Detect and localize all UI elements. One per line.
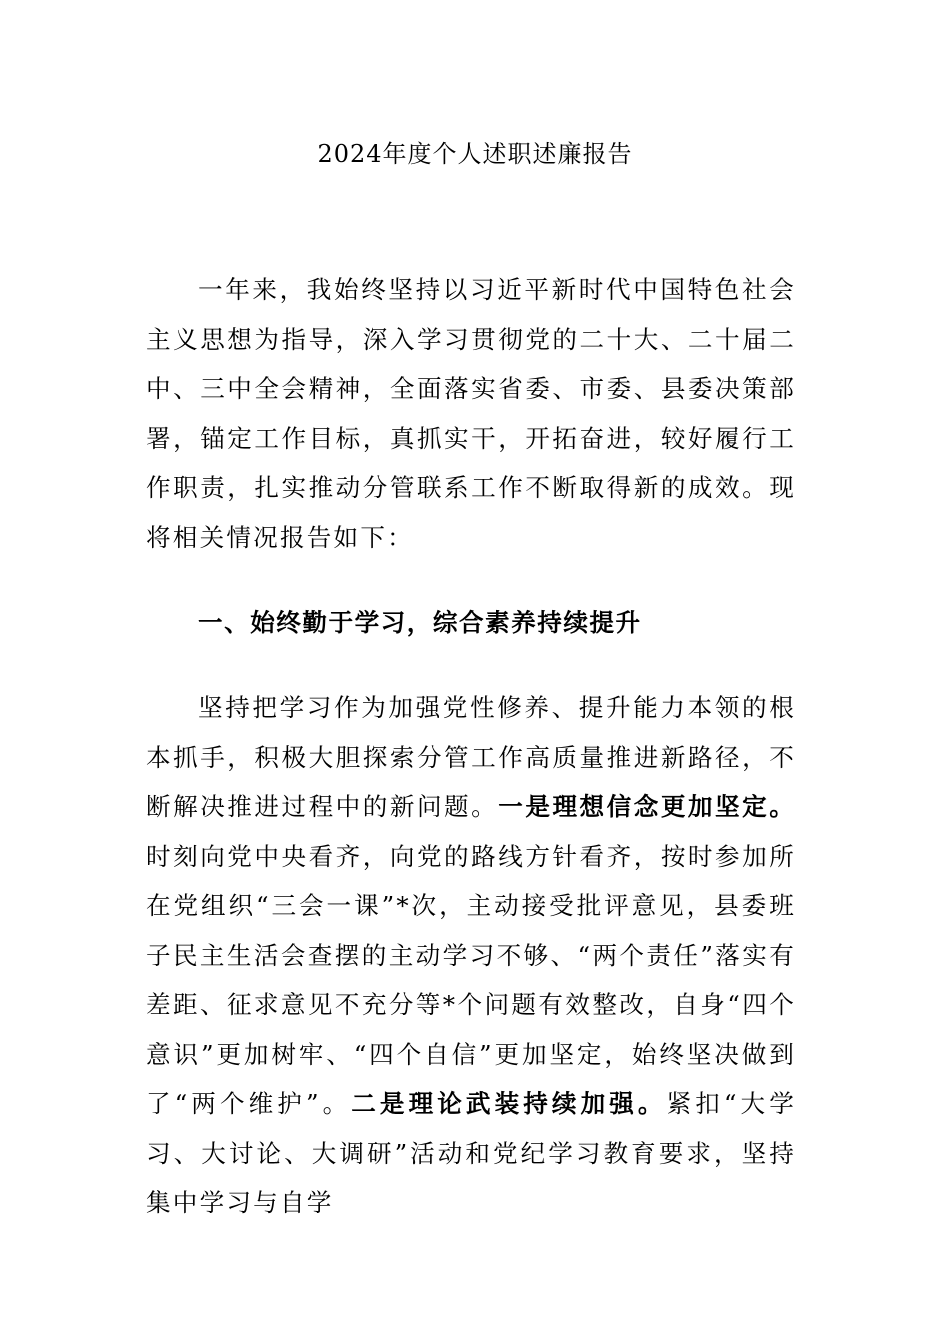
section-1-highlight-1: 一是理想信念更加坚定。 xyxy=(498,792,796,821)
section-1-text-part-3: 紧扣“大学习、大讨论、大调研”活动和党纪学习教育要求，坚持集中学习与自学 xyxy=(146,1089,797,1217)
intro-paragraph: 一年来，我始终坚持以习近平新时代中国特色社会主义思想为指导，深入学习贯彻党的二十大、二十届二中、三中全会精神，全面落实省委、市委、县委决策部署，锚定工作目标，真抓实干，开拓奋进，较好履行工作职责，扎实推动分管联系工作不断取得新的成效。现将相关情况报告如下： xyxy=(146,275,796,552)
document-title: 2024年度个人述职述廉报告 xyxy=(317,140,633,168)
section-1-paragraph xyxy=(146,683,796,1228)
section-1-text-part-1: 坚持把学习作为加强党性修养、提升能力本领的根本抓手，积极大胆探索分管工作高质量推进新路径，不断解决推进过程中的新问题。 xyxy=(146,693,796,821)
section-1-highlight-2: 二是理论武装持续加强。 xyxy=(351,1089,667,1118)
section-1-heading: 一、始终勤于学习，综合素养持续提升 xyxy=(198,608,642,637)
section-1-text-part-2: 时刻向党中央看齐，向党的路线方针看齐，按时参加所在党组织“三会一课”*次，主动接受批评意见，县委班子民主生活会查摆的主动学习不够、“两个责任”落实有差距、征求意见不充分等*个问题有效整改，自身“四个意识”更加树牢、“四个自信”更加坚定，始终坚决做到了“两个维护”。 xyxy=(146,841,796,1118)
